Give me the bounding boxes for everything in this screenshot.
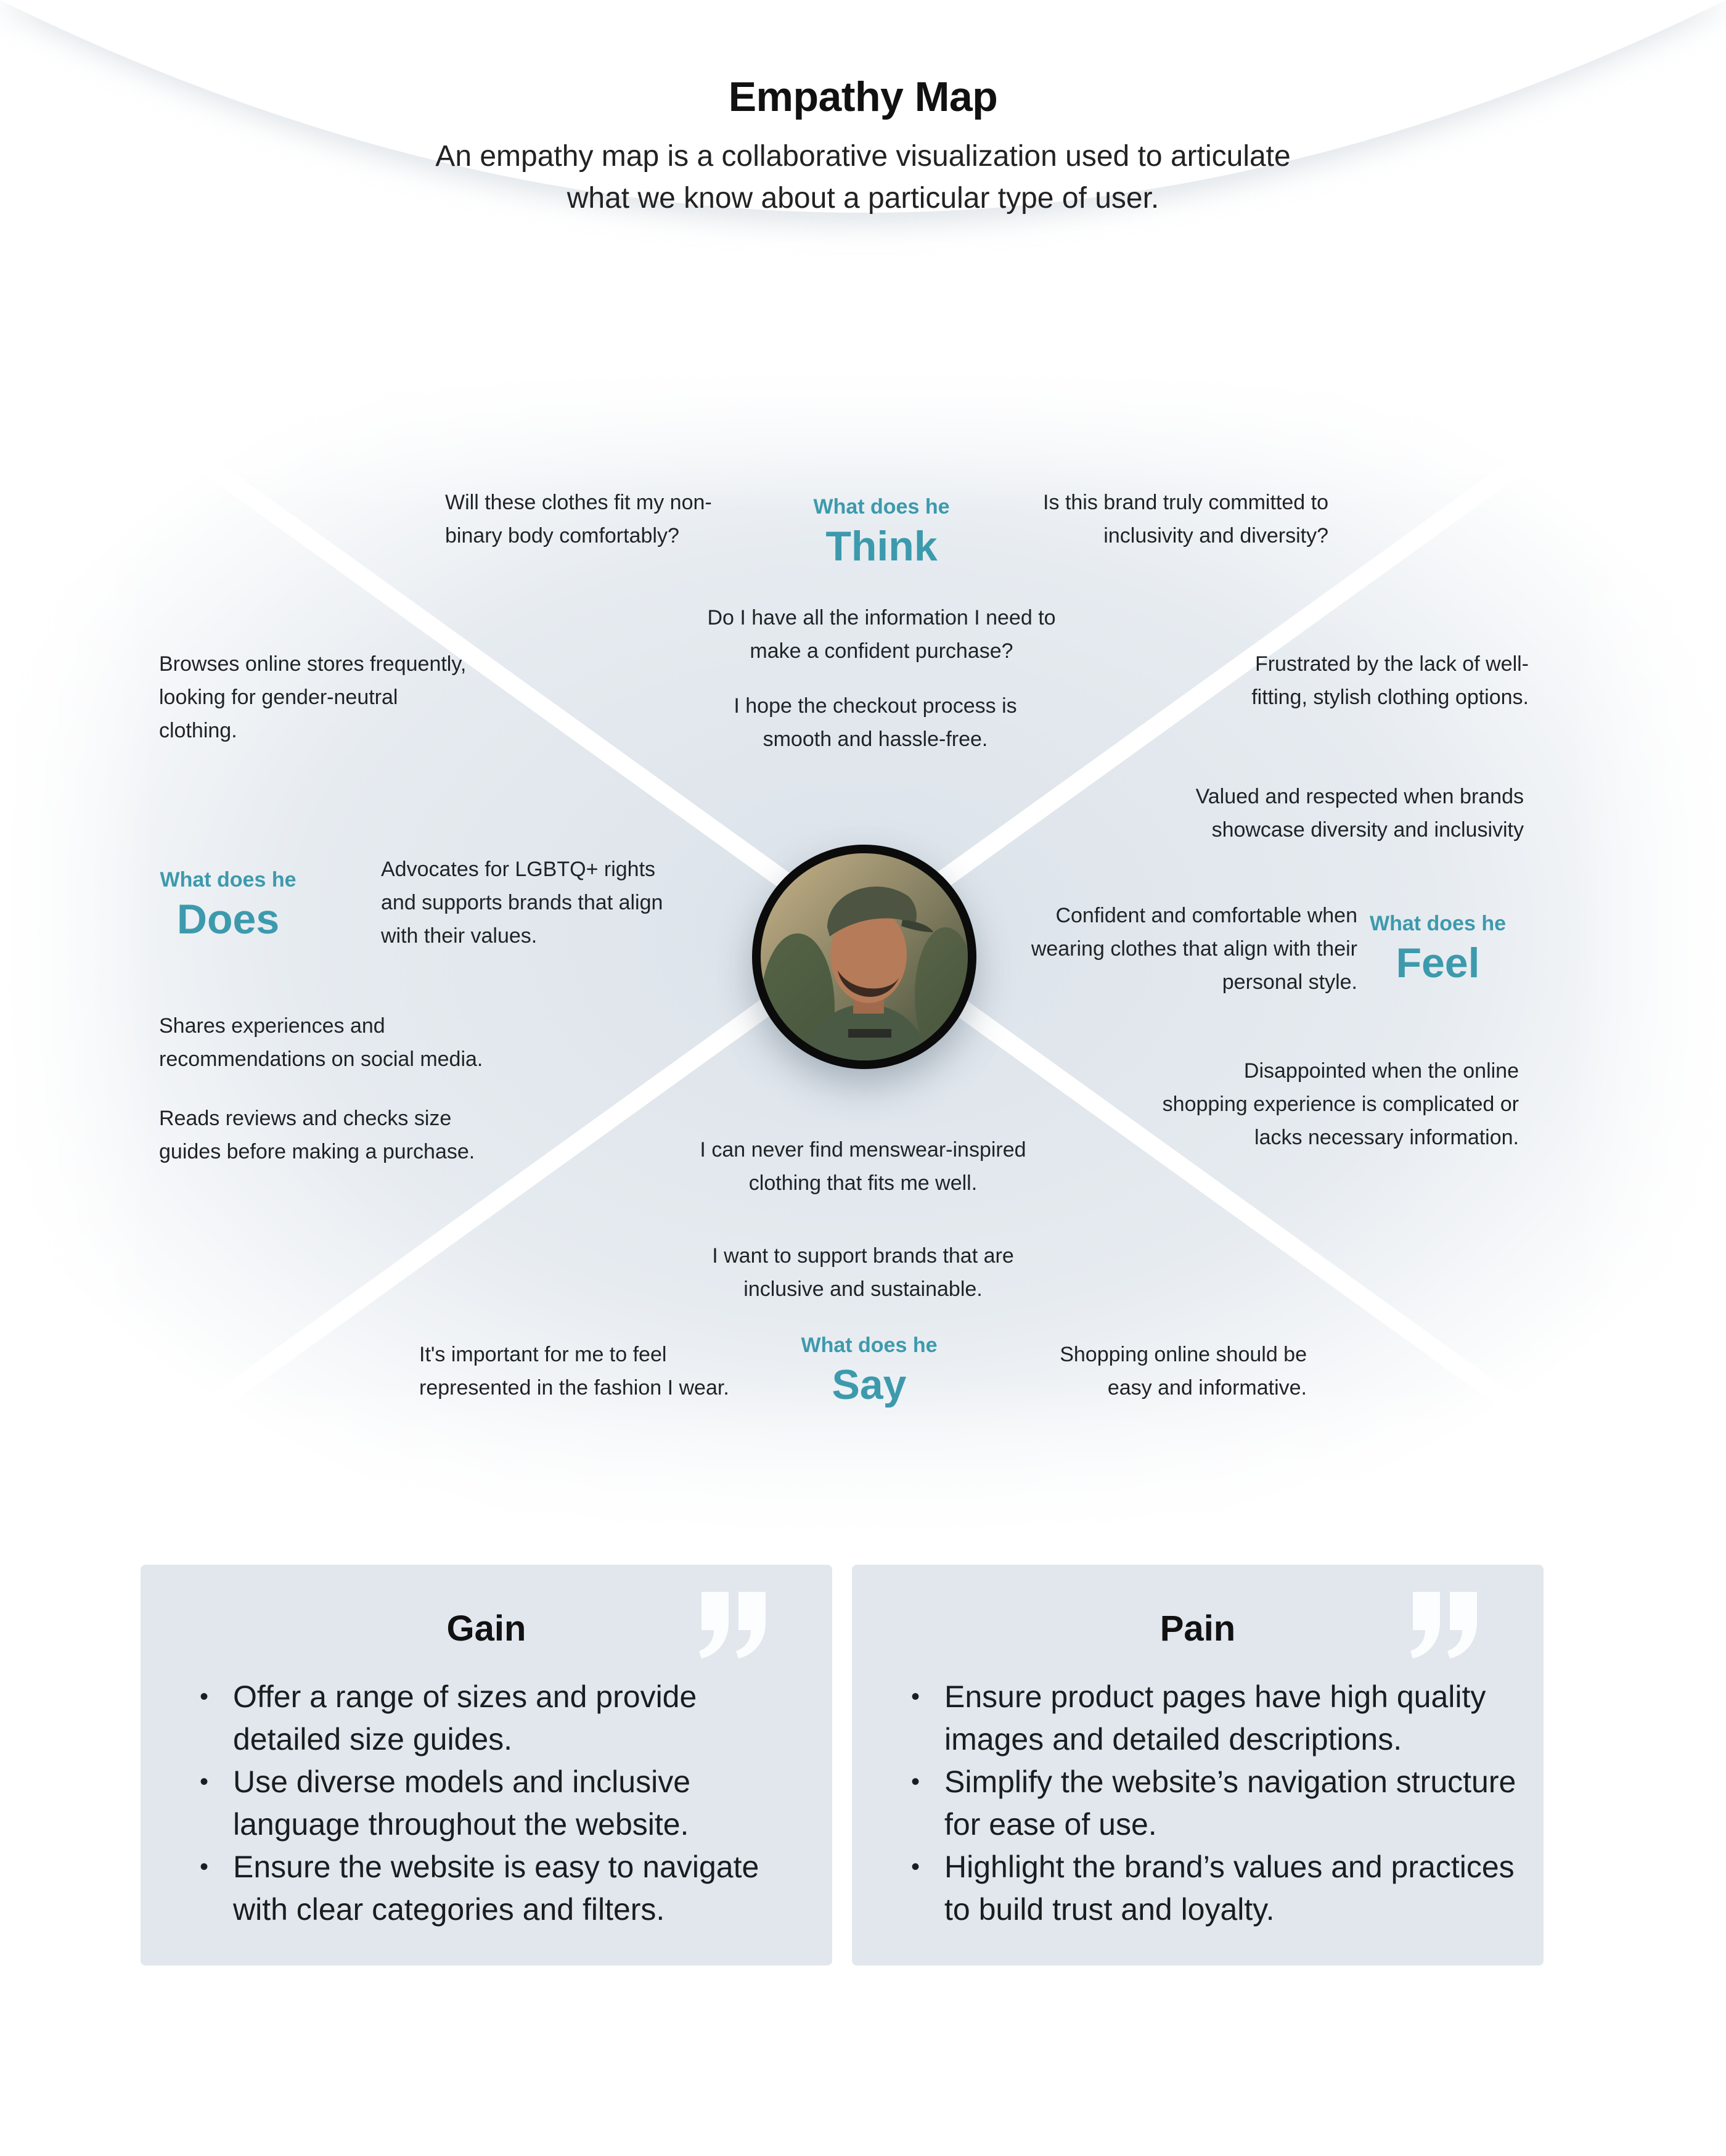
pain-title: Pain — [1160, 1609, 1236, 1649]
feel-note-4: Disappointed when the online shopping experience is complicated or lacks necessary information. — [1162, 1059, 1519, 1149]
feel-prefix: What does he — [1369, 912, 1507, 935]
say-label — [777, 1332, 962, 1411]
think-label — [777, 493, 986, 572]
say-note-1: I can never find menswear-inspired clothing that fits me well. — [700, 1138, 1026, 1195]
say-title: Say — [832, 1361, 907, 1408]
does-note-2: Advocates for LGBTQ+ rights and supports brands that align with their values. — [381, 858, 663, 948]
feel-title: Feel — [1396, 940, 1480, 986]
think-note-1: Will these clothes fit my non-binary body comfortably? — [445, 491, 712, 547]
pain-card — [852, 1565, 1544, 1965]
gain-item: • Ensure the website is easy to navigate with clear categories and filters. — [233, 1846, 812, 1931]
say-prefix: What does he — [801, 1334, 938, 1357]
think-note-4: I hope the checkout process is smooth and hassle-free. — [734, 694, 1017, 751]
pain-item: • Ensure product pages have high quality images and detailed descriptions. — [944, 1676, 1524, 1761]
say-note-3: It's important for me to feel represented in the fashion I wear. — [419, 1343, 729, 1400]
page-title: Empathy Map — [728, 73, 998, 120]
does-title: Does — [176, 896, 280, 943]
think-title: Think — [825, 523, 938, 570]
gain-title: Gain — [446, 1609, 526, 1649]
feel-note-1: Frustrated by the lack of well-fitting, stylish clothing options. — [1251, 652, 1529, 709]
feel-note-2: Valued and respected when brands showcase diversity and inclusivity — [1195, 785, 1524, 842]
think-note-2: Is this brand truly committed to inclusivity and diversity? — [1043, 491, 1328, 547]
gain-item: • Use diverse models and inclusive language throughout the website. — [233, 1761, 812, 1846]
does-note-4: Reads reviews and checks size guides before making a purchase. — [159, 1107, 475, 1163]
does-note-3: Shares experiences and recommendations on social media. — [159, 1014, 483, 1071]
say-note-2: I want to support brands that are inclusive and sustainable. — [712, 1244, 1014, 1301]
user-avatar — [752, 845, 976, 1069]
feel-label — [1362, 910, 1513, 989]
pain-item: • Simplify the website’s navigation structure for ease of use. — [944, 1761, 1524, 1846]
think-note-3: Do I have all the information I need to make a confident purchase? — [707, 606, 1056, 663]
pain-list — [944, 1676, 1524, 1931]
does-label — [154, 866, 302, 945]
page-subtitle: An empathy map is a collaborative visualization used to articulate what we know about a particular type of user. — [435, 140, 1291, 215]
say-note-4: Shopping online should be easy and informative. — [1060, 1343, 1307, 1400]
feel-note-3: Confident and comfortable when wearing clothes that align with their personal style. — [1031, 904, 1357, 994]
gain-item: • Offer a range of sizes and provide detailed size guides. — [233, 1676, 812, 1761]
pain-item: • Highlight the brand’s values and practices to build trust and loyalty. — [944, 1846, 1524, 1931]
think-prefix: What does he — [813, 495, 950, 519]
does-note-1: Browses online stores frequently, looking for gender-neutral clothing. — [159, 652, 467, 742]
gain-card — [141, 1565, 832, 1965]
gain-list — [233, 1676, 812, 1931]
does-prefix: What does he — [160, 868, 297, 892]
